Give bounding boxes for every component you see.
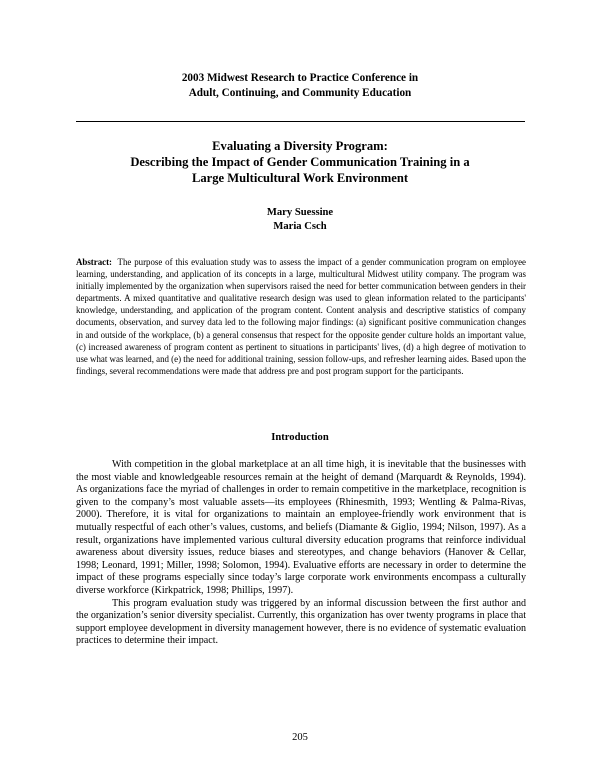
section-heading-introduction: Introduction [271,432,329,443]
paragraph: This program evaluation study was triggered by an informal discussion between the first author and the organization’s senior diversity specialist. Currently, this organization has over twenty programs in place that support employee development in diversity management however, there is no evidence of systematic evaluation practices to determine their impact. [76,597,526,647]
title-line-3: Large Multicultural Work Environment [191,171,409,185]
paragraph: With competition in the global marketplace at an all time high, it is inevitable that the businesses with the most viable and knowledgeable resources remain at the height of demand (Marquardt & Reynolds, 1994). As organizations face the myriad of challenges in order to remain competitive in the marketplace, recognition is given to the company’s most valuable assets—its employees (Rhinesmith, 1993; Wentling & Palma-Rivas, 2000). Therefore, it is vital for organizations to maintain an employee-friendly work environment that is mutually respectful of each other’s values, customs, and beliefs (Diamante & Giglio, 1994; Nilson, 1997). As a result, organizations have implemented various cultural diversity education programs that reinforce individual awareness about diversity issues, reduce biases and stereotypes, and change behaviors (Hanover & Cellar, 1998; Leonard, 1991; Miller, 1998; Solomon, 1994). Evaluative efforts are necessary in order to determine the impact of these programs especially since today’s large corporate work environments encompass a culturally diverse workforce (Kirkpatrick, 1998; Phillips, 1997). [76,459,526,596]
page-number: 205 [292,732,308,743]
abstract-text: The purpose of this evaluation study was to assess the impact of a gender communication program on employee learning, understanding, and application of its concepts in a large, multicultural Midwest utility company. The program was initially implemented by the organization when supervisors raised the need for better communication between genders in their departments. A mixed quantitative and qualitative research design was used to glean information related to the participants' knowledge, understanding, and application of the program content. Content analysis and descriptive statistics of company documents, observation, and survey data led to the following major findings: (a) significant positive communication changes in and outside of the workplace, (b) a general consensus that respect for the opposite gender culture holds an important value, (c) increased awareness of program content as pertinent to situations in participants' lives, (d) a high degree of motivation to use what was learned, and (e) the need for additional training, session follow-ups, and refresher learning aides. Based upon the findings, several recommendations were made that address pre and post program support for the participants. [76,257,526,376]
abstract-label: Abstract: [76,257,112,267]
conference-header [70,71,530,101]
author-name: Mary Suessine [266,207,334,218]
abstract [76,256,526,377]
title-line-1: Evaluating a Diversity Program: [212,139,388,153]
header-rule [76,121,525,122]
conference-line-2: Adult, Continuing, and Community Education [188,87,412,99]
title-line-2: Describing the Impact of Gender Communication Training in a [130,155,470,169]
author-list [70,206,530,234]
author-name: Maria Csch [273,221,327,232]
paper-title [70,138,530,186]
introduction-body [76,459,526,648]
conference-line-1: 2003 Midwest Research to Practice Conference in [181,72,419,84]
